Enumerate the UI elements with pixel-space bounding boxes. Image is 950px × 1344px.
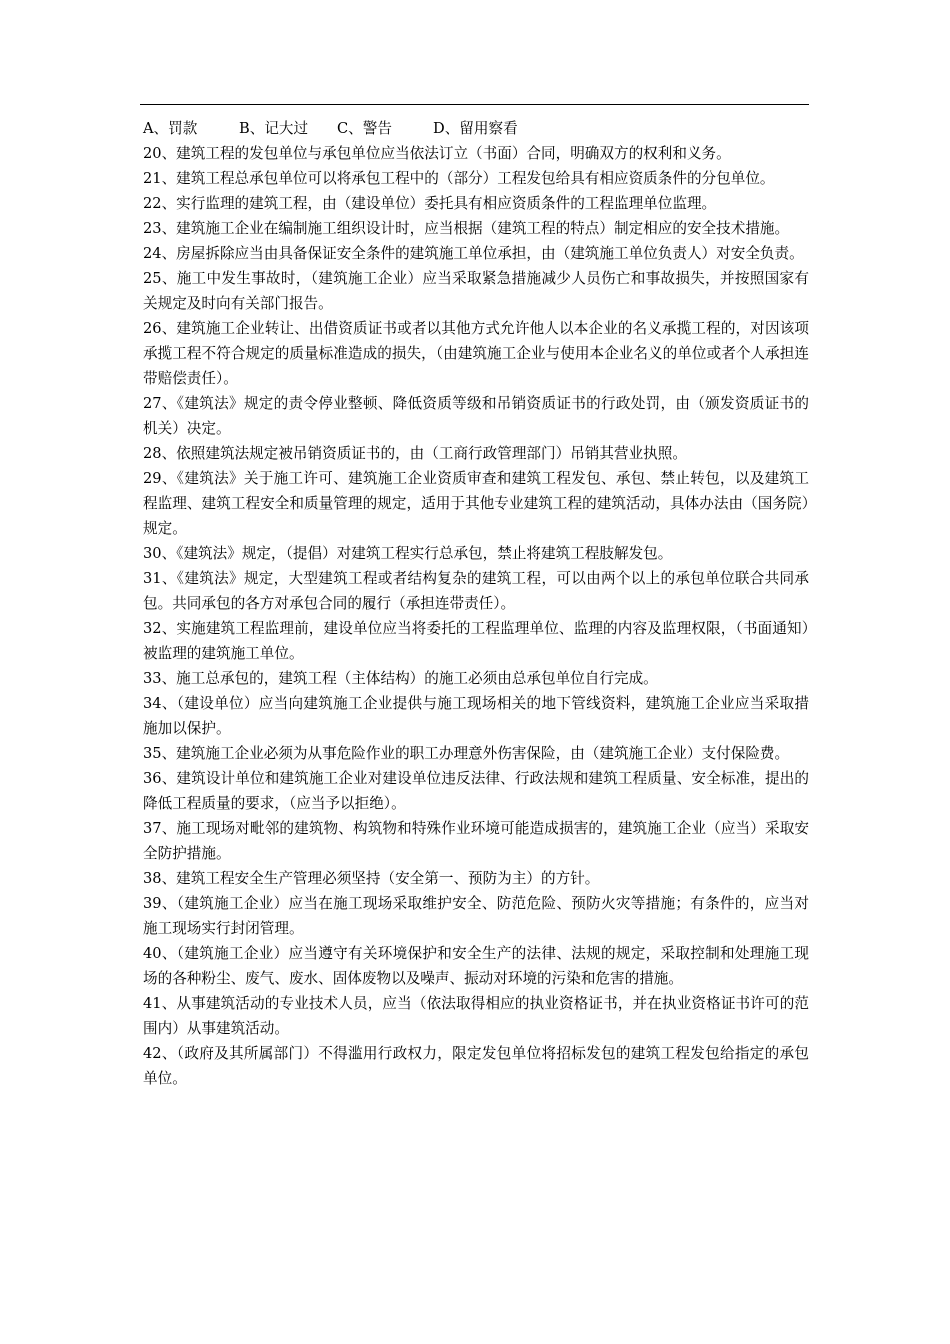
question-41: 41、从事建筑活动的专业技术人员，应当（依法取得相应的执业资格证书，并在执业资格证书许可的范围内）从事建筑活动。 bbox=[143, 995, 809, 1037]
question-30: 30、《建筑法》规定，（提倡）对建筑工程实行总承包，禁止将建筑工程肢解发包。 bbox=[143, 545, 673, 562]
question-31: 31、《建筑法》规定，大型建筑工程或者结构复杂的建筑工程，可以由两个以上的承包单位联合共同承包。共同承包的各方对承包合同的履行（承担连带责任）。 bbox=[143, 570, 809, 612]
header-rule bbox=[140, 104, 809, 105]
question-38: 38、建筑工程安全生产管理必须坚持（安全第一、预防为主）的方针。 bbox=[143, 870, 600, 887]
question-40: 40、（建筑施工企业）应当遵守有关环境保护和安全生产的法律、法规的规定，采取控制和处理施工现场的各种粉尘、废气、废水、固体废物以及噪声、振动对环境的污染和危害的措施。 bbox=[143, 945, 809, 987]
question-22: 22、实行监理的建筑工程，由（建设单位）委托具有相应资质条件的工程监理单位监理。 bbox=[143, 195, 717, 212]
question-33: 33、施工总承包的，建筑工程（主体结构）的施工必须由总承包单位自行完成。 bbox=[143, 670, 658, 687]
question-25: 25、施工中发生事故时，（建筑施工企业）应当采取紧急措施减少人员伤亡和事故损失，并按照国家有关规定及时向有关部门报告。 bbox=[143, 270, 809, 312]
question-21: 21、建筑工程总承包单位可以将承包工程中的（部分）工程发包给具有相应资质条件的分包单位。 bbox=[143, 170, 775, 187]
answer-options bbox=[143, 116, 809, 141]
option-b: B、记大过 bbox=[239, 120, 309, 137]
question-26: 26、建筑施工企业转让、出借资质证书或者以其他方式允许他人以本企业的名义承揽工程的，对因该项承揽工程不符合规定的质量标准造成的损失，（由建筑施工企业与使用本企业名义的单位或者个人承担连带赔偿责任）。 bbox=[143, 320, 809, 387]
option-a: A、罚款 bbox=[143, 120, 198, 137]
question-23: 23、建筑施工企业在编制施工组织设计时，应当根据（建筑工程的特点）制定相应的安全技术措施。 bbox=[143, 220, 790, 237]
question-24: 24、房屋拆除应当由具备保证安全条件的建筑施工单位承担，由（建筑施工单位负责人）对安全负责。 bbox=[143, 245, 804, 262]
question-20: 20、建筑工程的发包单位与承包单位应当依法订立（书面）合同，明确双方的权利和义务。 bbox=[143, 145, 731, 162]
question-37: 37、施工现场对毗邻的建筑物、构筑物和特殊作业环境可能造成损害的，建筑施工企业（应当）采取安全防护措施。 bbox=[143, 820, 809, 862]
question-36: 36、建筑设计单位和建筑施工企业对建设单位违反法律、行政法规和建筑工程质量、安全标准，提出的降低工程质量的要求，（应当予以拒绝）。 bbox=[143, 770, 809, 812]
question-29: 29、《建筑法》关于施工许可、建筑施工企业资质审查和建筑工程发包、承包、禁止转包，以及建筑工程监理、建筑工程安全和质量管理的规定，适用于其他专业建筑工程的建筑活动，具体办法由（国务院）规定。 bbox=[143, 470, 809, 537]
question-28: 28、依照建筑法规定被吊销资质证书的，由（工商行政管理部门）吊销其营业执照。 bbox=[143, 445, 687, 462]
question-27: 27、《建筑法》规定的责令停业整顿、降低资质等级和吊销资质证书的行政处罚，由（颁发资质证书的机关）决定。 bbox=[143, 395, 809, 437]
question-42: 42、（政府及其所属部门）不得滥用行政权力，限定发包单位将招标发包的建筑工程发包给指定的承包单位。 bbox=[143, 1045, 809, 1087]
option-c: C、警告 bbox=[337, 120, 392, 137]
question-34: 34、（建设单位）应当向建筑施工企业提供与施工现场相关的地下管线资料，建筑施工企业应当采取措施加以保护。 bbox=[143, 695, 809, 737]
question-list bbox=[143, 116, 809, 1091]
question-35: 35、建筑施工企业必须为从事危险作业的职工办理意外伤害保险，由（建筑施工企业）支付保险费。 bbox=[143, 745, 790, 762]
question-32: 32、实施建筑工程监理前，建设单位应当将委托的工程监理单位、监理的内容及监理权限，（书面通知）被监理的建筑施工单位。 bbox=[143, 620, 809, 662]
question-39: 39、（建筑施工企业）应当在施工现场采取维护安全、防范危险、预防火灾等措施；有条件的，应当对施工现场实行封闭管理。 bbox=[143, 895, 809, 937]
option-d: D、留用察看 bbox=[433, 120, 518, 137]
